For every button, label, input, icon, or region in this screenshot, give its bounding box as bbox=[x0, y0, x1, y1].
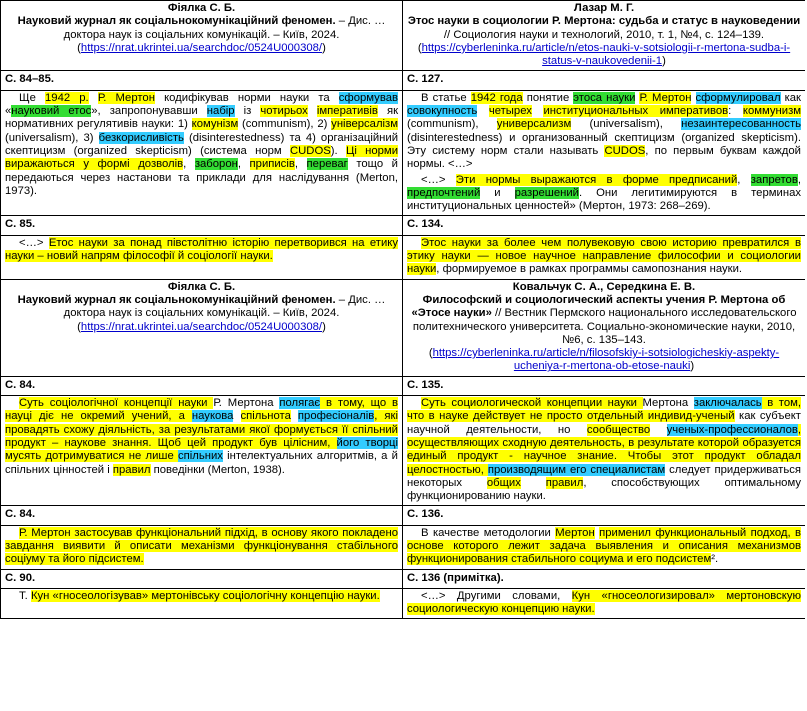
plain-text: (disinterestedness) та 4) організаційний скептицизм (organized skepticism) (система норм bbox=[5, 131, 399, 157]
header-row bbox=[1, 279, 806, 376]
page-ref: С. 90. bbox=[1, 569, 403, 588]
plain-text bbox=[521, 477, 546, 489]
text-row bbox=[1, 588, 806, 619]
link-close-paren: ) bbox=[322, 41, 326, 54]
plain-text: Ще bbox=[19, 91, 46, 104]
highlighted-text: Р. Мертон застосував функціональний підхід, в основу якого покладено завдання виявити й описати механізми функціонування стабільного соціуму та його підсистем. bbox=[5, 526, 398, 566]
highlighted-text: комунізм bbox=[191, 118, 239, 131]
right-cell bbox=[403, 396, 806, 506]
plain-text: как субъект научной деятельности, но bbox=[407, 410, 801, 436]
plain-text bbox=[308, 105, 317, 117]
plain-text: тощо й передаються через настанови та приклади для наслідування (Merton, 1973). bbox=[5, 158, 398, 197]
text-row bbox=[1, 396, 806, 506]
plain-text bbox=[89, 92, 98, 104]
plain-text: <…> bbox=[421, 173, 456, 186]
highlighted-text: совокупность bbox=[407, 105, 478, 118]
link-open-paren: ( bbox=[77, 41, 81, 54]
text-row bbox=[1, 90, 806, 216]
page-ref: С. 136 (примітка). bbox=[403, 569, 806, 588]
highlighted-text: универсализм bbox=[496, 118, 572, 131]
highlighted-text: Эти нормы выражаются в форме предписаний bbox=[455, 173, 738, 186]
highlighted-text: чотирьох bbox=[260, 105, 308, 118]
right-cell bbox=[403, 1, 806, 71]
work-title: Этос науки в социологии Р. Мертона: судьба и статус в науковедении bbox=[407, 15, 801, 28]
highlighted-text: Мертон bbox=[555, 526, 595, 539]
highlighted-text: разрешений bbox=[514, 186, 579, 199]
page-ref: С. 84. bbox=[1, 376, 403, 395]
highlighted-text: сформулировал bbox=[695, 91, 781, 104]
page-ref: С. 84. bbox=[1, 506, 403, 525]
link-close-paren: ) bbox=[690, 360, 695, 373]
plain-text: (universalism), 3) bbox=[5, 131, 99, 144]
source-link-line bbox=[407, 42, 801, 69]
right-cell bbox=[403, 279, 806, 376]
highlighted-text: этоса науки bbox=[573, 91, 636, 104]
quote-paragraph bbox=[407, 397, 801, 503]
plain-text: Т. bbox=[19, 589, 31, 602]
highlighted-text: незаинтересованность bbox=[681, 118, 802, 131]
highlighted-text: 1942 р. bbox=[45, 91, 89, 104]
plain-text: <…> bbox=[19, 236, 49, 249]
link-close-paren: ) bbox=[322, 320, 326, 333]
highlighted-text: Р. Мертон bbox=[639, 91, 692, 104]
plain-text bbox=[233, 410, 240, 422]
text-row bbox=[1, 525, 806, 569]
highlighted-text: институциональных императивов bbox=[543, 105, 729, 118]
right-cell bbox=[403, 235, 806, 279]
page-ref: С. 135. bbox=[403, 376, 806, 395]
plain-text: , bbox=[237, 158, 250, 171]
plain-text: із bbox=[234, 105, 261, 118]
highlighted-text: сформував bbox=[338, 91, 398, 104]
plain-text bbox=[688, 397, 694, 409]
text-row bbox=[1, 235, 806, 279]
highlighted-text: переваг bbox=[306, 158, 348, 171]
quote-paragraph bbox=[5, 237, 398, 264]
link-close-paren: ) bbox=[662, 55, 666, 68]
work-source: – Дис. … доктора наук із соціальних комунікацій. – Київ, 2024. bbox=[63, 15, 386, 41]
highlighted-text: його творці bbox=[336, 436, 398, 449]
highlighted-text: правил bbox=[545, 476, 584, 489]
ref-row bbox=[1, 569, 806, 588]
ref-row bbox=[1, 216, 806, 235]
plain-text: следует придерживаться некоторых bbox=[407, 463, 802, 489]
work-title: Науковий журнал як соціальнокомунікаційний феномен. bbox=[17, 15, 336, 28]
quote-paragraph bbox=[5, 397, 398, 477]
link-open-paren: ( bbox=[428, 347, 433, 360]
page-ref: С. 136. bbox=[403, 506, 806, 525]
highlighted-text: , осуществляющих сходную деятельность, в результате которой образуется единый продукт - научное знание. Чтобы этот продукт обладал целостностью, bbox=[407, 423, 802, 476]
plain-text: . Они легитимируются в терминах институциональных ценностей» (Мертон, 1973: 268–269). bbox=[407, 186, 801, 213]
page-ref: С. 127. bbox=[403, 71, 806, 90]
highlighted-text: спільних bbox=[177, 450, 223, 463]
plain-text: : bbox=[728, 105, 743, 118]
highlighted-text: , які провадять схожу діяльність, за результатами якої формується її спільний продукт – наукове знання. Щоб цей продукт був цілісним, bbox=[5, 410, 398, 449]
plain-text: як нормативних регулятивів науки: 1) bbox=[5, 105, 399, 131]
author-name: Ковальчук С. А., Середкина Е. В. bbox=[512, 280, 696, 293]
plain-text bbox=[477, 105, 489, 117]
page-ref: С. 134. bbox=[403, 216, 806, 235]
left-cell bbox=[1, 279, 403, 376]
highlighted-text: Ці норми виражаються у формі дозволів bbox=[5, 144, 399, 171]
highlighted-text: полягає bbox=[279, 397, 321, 410]
highlighted-text: 1942 года bbox=[470, 91, 523, 104]
citation bbox=[5, 294, 398, 321]
highlighted-text: сообщество bbox=[586, 423, 651, 436]
quote-paragraph bbox=[5, 92, 398, 198]
highlighted-text: заборон bbox=[194, 158, 238, 171]
left-cell bbox=[1, 396, 403, 506]
highlighted-text: наукова bbox=[191, 410, 234, 423]
left-cell bbox=[1, 235, 403, 279]
plain-text: <…> Другими словами, bbox=[421, 589, 572, 602]
highlighted-text: приписів bbox=[249, 158, 295, 171]
highlighted-text: CUDOS bbox=[289, 144, 331, 157]
plain-text: (disinterestedness) и организованный скептицизм (organized skepticism). Эту систему норм стали называть bbox=[407, 131, 801, 157]
plain-text: , по первым буквам каждой нормы. <…> bbox=[407, 144, 801, 171]
highlighted-text: мусять дотримуватися не лише bbox=[5, 450, 178, 463]
right-cell bbox=[403, 525, 806, 569]
plain-text: (universalism), bbox=[571, 118, 682, 131]
left-cell bbox=[1, 588, 403, 619]
plain-text: как bbox=[780, 91, 802, 104]
source-link-line bbox=[5, 42, 398, 55]
plain-text: поведінки (Merton, 1938). bbox=[150, 463, 285, 476]
highlighted-text: общих bbox=[486, 476, 521, 489]
quote-paragraph bbox=[407, 527, 801, 567]
author-name: Фіялка С. Б. bbox=[167, 280, 236, 293]
plain-text bbox=[691, 92, 695, 104]
plain-text: В статье bbox=[421, 91, 471, 104]
page-ref: С. 85. bbox=[1, 216, 403, 235]
ref-row bbox=[1, 71, 806, 90]
plain-text: В качестве методологии bbox=[421, 526, 556, 539]
highlighted-text: производящим его специалистам bbox=[487, 463, 666, 476]
header-row bbox=[1, 1, 806, 71]
left-cell bbox=[1, 525, 403, 569]
plain-text: Р. Мертона bbox=[213, 397, 274, 410]
right-cell bbox=[403, 588, 806, 619]
work-title: Философский и социологический аспекты учения Р. Мертона об «Этосе науки» bbox=[411, 293, 786, 320]
page-ref: С. 84–85. bbox=[1, 71, 403, 90]
highlighted-text: Суть социологической концепции науки bbox=[421, 397, 643, 410]
plain-text bbox=[650, 424, 666, 436]
quote-paragraph bbox=[407, 174, 801, 214]
plain-text: , bbox=[183, 158, 195, 171]
left-cell bbox=[1, 90, 403, 216]
link-open-paren: ( bbox=[417, 41, 422, 54]
plain-text: , формируемое в рамках программы самопознания науки. bbox=[436, 263, 743, 276]
left-cell bbox=[1, 1, 403, 71]
highlighted-text: Кун «гносеологизировал» мертоновскую социологическую концепцию науки. bbox=[407, 589, 801, 616]
highlighted-text: професіоналів bbox=[297, 410, 375, 423]
highlighted-text: заключалась bbox=[693, 397, 762, 410]
plain-text: и bbox=[480, 186, 515, 199]
highlighted-text: набір bbox=[206, 105, 235, 118]
source-link[interactable]: https://cyberleninka.ru/article/n/etos-nauki-v-sotsiologii-r-mertona-sudba-i-status-v-naukovedenii-1 bbox=[421, 41, 791, 68]
ref-row bbox=[1, 376, 806, 395]
highlighted-text: спільнота bbox=[240, 410, 291, 423]
work-source: // Социология науки и технологий, 2010, т. 1, №4, с. 124–139. bbox=[443, 28, 765, 41]
highlighted-text: предпочтений bbox=[407, 186, 481, 199]
plain-text: (communism), 2) bbox=[238, 118, 332, 131]
source-link-line bbox=[407, 347, 801, 374]
highlighted-text: применил функциональный подход, в основе которого лежит задача выявления и описания механизмов функционирования стабильного социума и его подсистем bbox=[407, 526, 802, 566]
plain-text: кодифікував норми науки та bbox=[154, 91, 339, 104]
plain-text: , bbox=[737, 173, 751, 186]
author-name: Лазар М. Г. bbox=[573, 2, 635, 14]
right-cell bbox=[403, 90, 806, 216]
plain-text bbox=[532, 105, 544, 117]
source-link[interactable]: https://nrat.ukrintei.ua/searchdoc/0524U000308/ bbox=[80, 41, 323, 54]
plain-text: , bbox=[797, 173, 801, 186]
quote-paragraph bbox=[407, 237, 801, 277]
highlighted-text: безкорисливість bbox=[98, 131, 184, 144]
citation bbox=[407, 294, 801, 347]
highlighted-text: імперативів bbox=[316, 105, 378, 118]
highlighted-text: ученых-профессионалов bbox=[666, 423, 798, 436]
link-open-paren: ( bbox=[77, 320, 81, 333]
highlighted-text: правил bbox=[112, 463, 151, 476]
highlighted-text: універсалізм bbox=[331, 118, 398, 131]
highlighted-text: Кун «гносеологізував» мертонівську соціологічну концепцію науки. bbox=[30, 589, 380, 602]
plain-text: понятие bbox=[522, 91, 574, 104]
citation bbox=[5, 15, 398, 42]
highlighted-text: Етос науки за понад півстолітню історію перетворився на етику науки – новий напрям філософії й соціології науки. bbox=[5, 236, 398, 263]
plain-text: інтелектуальних алгоритмів, а й спільних цінностей і bbox=[5, 450, 398, 476]
comparison-table-body bbox=[1, 1, 806, 619]
highlighted-text: четырех bbox=[488, 105, 532, 118]
highlighted-text: Суть соціологічної концепції науки bbox=[19, 397, 214, 410]
highlighted-text: в тому, що в науці діє не окремий учений, а bbox=[5, 397, 399, 423]
plain-text: (communism), bbox=[407, 118, 497, 131]
source-link-line bbox=[5, 321, 398, 334]
source-link[interactable]: https://nrat.ukrintei.ua/searchdoc/0524U000308/ bbox=[80, 320, 323, 333]
highlighted-text: в том, что в науке действует не просто bbox=[407, 397, 802, 423]
plain-text: ). bbox=[330, 144, 346, 157]
highlighted-text: науковий етос bbox=[11, 105, 92, 118]
ref-row bbox=[1, 506, 806, 525]
plain-text: , bbox=[294, 158, 307, 171]
quote-paragraph bbox=[407, 590, 801, 617]
highlighted-text: Р. Мертон bbox=[97, 91, 155, 104]
work-source: – Дис. … доктора наук із соціальних комунікацій. – Київ, 2024. bbox=[63, 293, 386, 320]
highlighted-text: Этос науки за более чем полувековую свою историю превратился в этику науки — новое научное направление философии и социологии науки bbox=[407, 236, 801, 276]
quote-paragraph bbox=[5, 590, 398, 603]
source-link[interactable]: https://cyberleninka.ru/article/n/filosofskiy-i-sotsiologicheskiy-aspekty-ucheniya-r-mertona-ob-etose-nauki bbox=[432, 347, 780, 373]
plain-text: ². bbox=[711, 553, 719, 566]
highlighted-text: запретов bbox=[750, 173, 798, 186]
plain-text: Мертона bbox=[642, 397, 689, 410]
work-source: // Вестник Пермского национального исследовательского политехнического университета. Социально-экономические науки, 2010, №6, с. 135–143. bbox=[412, 307, 797, 346]
highlighted-text: CUDOS bbox=[604, 144, 646, 157]
plain-text: », запропонувавши bbox=[91, 105, 207, 118]
author-name: Фіялка С. Б. bbox=[167, 2, 236, 14]
plain-text: « bbox=[5, 105, 12, 118]
citation bbox=[407, 15, 801, 42]
quote-paragraph bbox=[5, 527, 398, 567]
plain-text: , способствующих оптимальному функционированию науки. bbox=[407, 476, 802, 503]
plain-text bbox=[291, 410, 298, 422]
work-title: Науковий журнал як соціальнокомунікаційний феномен. bbox=[17, 293, 336, 306]
highlighted-text: коммунизм bbox=[742, 105, 802, 118]
quote-paragraph bbox=[407, 92, 801, 172]
highlighted-text: отдельный индивид-ученый bbox=[586, 410, 735, 423]
